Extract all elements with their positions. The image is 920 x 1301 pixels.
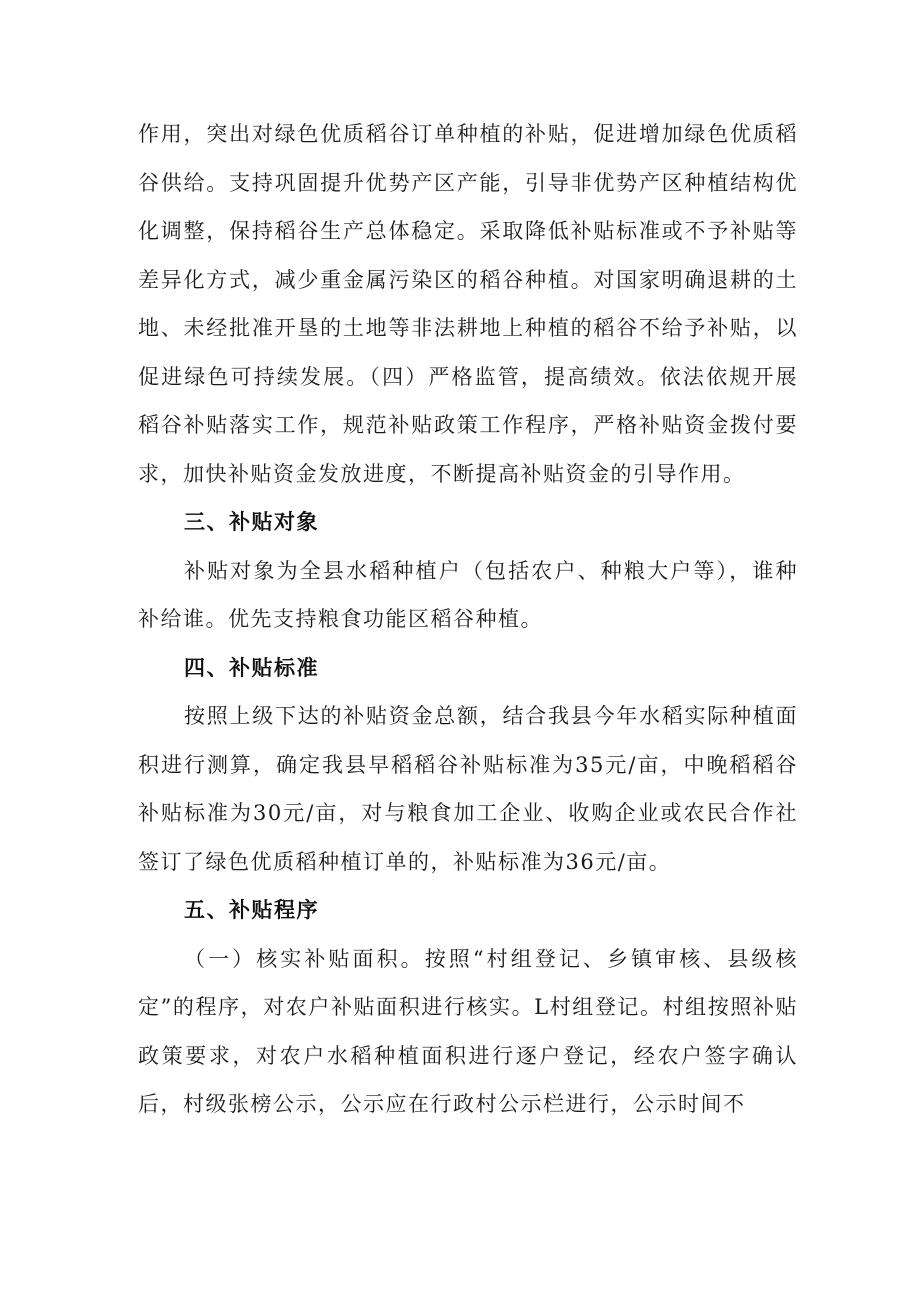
document-body [138, 110, 798, 1129]
body-paragraph: （一）核实补贴面积。按照“村组登记、乡镇审核、县级核定”的程序，对农户补贴面积进行核实。L村组登记。村组按照补贴政策要求，对农户水稻种植面积进行逐户登记，经农户签字确认后，村级张榜公示，公示应在行政村公示栏进行，公示时间不 [138, 946, 798, 1116]
section-heading-subsidy-targets: 三、补贴对象 [184, 510, 319, 534]
body-paragraph: 补贴对象为全县水稻种植户（包括农户、种粮大户等），谁种补给谁。优先支持粮食功能区稻谷种植。 [138, 558, 798, 631]
body-paragraph: 按照上级下达的补贴资金总额，结合我县今年水稻实际种植面积进行测算，确定我县早稻稻谷补贴标准为35元/亩，中晚稻稻谷补贴标准为30元/亩，对与粮食加工企业、收购企业或农民合作社签订了绿色优质稻种植订单的，补贴标准为36元/亩。 [138, 704, 798, 874]
section-heading-subsidy-procedure: 五、补贴程序 [184, 898, 319, 922]
section-heading-subsidy-standard: 四、补贴标准 [184, 655, 319, 680]
body-paragraph: 作用，突出对绿色优质稻谷订单种植的补贴，促进增加绿色优质稻谷供给。支持巩固提升优势产区产能，引导非优势产区种植结构优化调整，保持稻谷生产总体稳定。采取降低补贴标准或不予补贴等差异化方式，减少重金属污染区的稻谷种植。对国家明确退耕的土地、未经批准开垦的土地等非法耕地上种植的稻谷不给予补贴，以促进绿色可持续发展。（四）严格监管，提高绩效。依法依规开展稻谷补贴落实工作，规范补贴政策工作程序，严格补贴资金拨付要求，加快补贴资金发放进度，不断提高补贴资金的引导作用。 [138, 122, 798, 486]
